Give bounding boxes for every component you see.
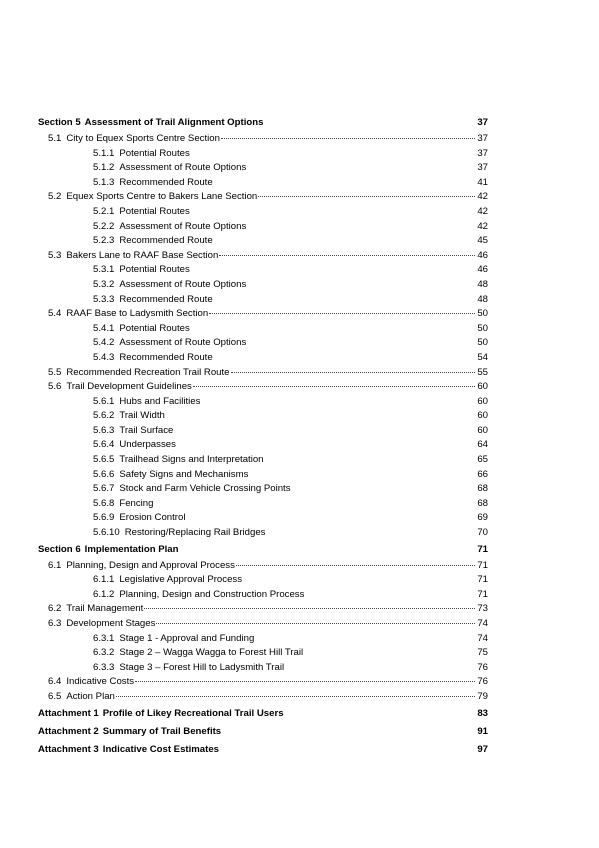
toc-entry-page: 68 xyxy=(477,497,488,509)
toc-dot-leader xyxy=(193,386,475,387)
toc-entry-title: Summary of Trail Benefits xyxy=(102,725,222,737)
toc-entry-number: 6.5 xyxy=(48,690,62,702)
toc-entry-page: 48 xyxy=(477,293,488,305)
toc-entry-page: 75 xyxy=(477,647,488,659)
toc-entry-number: 5.3.1 xyxy=(93,264,115,276)
toc-entry-number: 6.1.1 xyxy=(93,574,115,586)
toc-entry[interactable] xyxy=(38,559,488,574)
toc-entry-label xyxy=(38,161,246,176)
toc-entry[interactable] xyxy=(38,114,488,132)
toc-entry-number: Section 6 xyxy=(38,543,81,555)
toc-entry-number: 6.3 xyxy=(48,618,62,629)
toc-entry-page: 46 xyxy=(477,264,488,276)
toc-entry-number: 5.4.2 xyxy=(93,337,115,349)
toc-entry-number: 5.1.3 xyxy=(93,176,115,188)
toc-entry[interactable] xyxy=(38,705,488,723)
toc-entry-page: 60 xyxy=(477,410,488,422)
toc-dot-leader xyxy=(116,696,475,697)
toc-entry-number: 5.2.2 xyxy=(93,220,115,232)
toc-entry-page: 66 xyxy=(477,468,488,480)
toc-entry[interactable] xyxy=(38,511,488,526)
toc-entry-page: 74 xyxy=(477,618,488,629)
toc-entry-page: 37 xyxy=(477,117,488,128)
toc-entry-title: Potential Routes xyxy=(119,322,190,334)
toc-entry-label xyxy=(38,147,190,162)
toc-entry-number: 5.3.3 xyxy=(93,293,115,305)
toc-entry[interactable] xyxy=(38,617,488,632)
toc-entry-number: 5.6.7 xyxy=(93,483,115,495)
toc-entry-number: 5.1.2 xyxy=(93,162,115,174)
toc-entry[interactable] xyxy=(38,307,488,322)
toc-entry-label xyxy=(38,234,213,249)
toc-entry-title: Trail Development Guidelines xyxy=(66,381,192,393)
toc-entry-label xyxy=(38,632,254,647)
toc-entry-label xyxy=(38,336,246,351)
toc-entry-number: 5.6.8 xyxy=(93,497,115,509)
toc-entry-page: 73 xyxy=(477,603,488,615)
toc-entry-label xyxy=(38,617,155,632)
toc-entry-label xyxy=(38,482,291,497)
toc-entry-number: Attachment 2 xyxy=(38,725,99,737)
toc-entry[interactable] xyxy=(38,380,488,395)
toc-entry-title: Legislative Approval Process xyxy=(119,574,242,586)
toc-entry-title: Safety Signs and Mechanisms xyxy=(119,468,249,480)
toc-entry[interactable] xyxy=(38,190,488,205)
toc-entry[interactable] xyxy=(38,395,488,410)
toc-entry-page: 42 xyxy=(477,191,488,203)
toc-entry-number: 6.2 xyxy=(48,603,62,615)
toc-entry-title: Hubs and Facilities xyxy=(119,395,201,407)
toc-entry-page: 55 xyxy=(477,366,488,378)
toc-entry-label xyxy=(38,497,153,512)
toc-dot-leader xyxy=(231,372,475,373)
toc-entry-label xyxy=(38,453,264,468)
toc-entry-label xyxy=(38,220,246,235)
toc-entry-title: Bakers Lane to RAAF Base Section xyxy=(66,249,219,261)
toc-entry-label xyxy=(38,278,246,293)
toc-entry-title: Stage 3 – Forest Hill to Ladysmith Trail xyxy=(119,661,285,673)
toc-entry-number: 5.6.4 xyxy=(93,439,115,451)
toc-entry-number: 5.4 xyxy=(48,308,62,320)
toc-entry-page: 45 xyxy=(477,235,488,247)
toc-entry-label xyxy=(38,661,284,676)
toc-entry-page: 68 xyxy=(477,483,488,495)
toc-entry-title: Recommended Route xyxy=(119,293,213,305)
toc-entry-label xyxy=(38,741,219,759)
toc-entry-label xyxy=(38,322,190,337)
toc-entry-title: Potential Routes xyxy=(119,264,190,276)
toc-entry-title: Assessment of Route Options xyxy=(119,278,247,290)
toc-entry-page: 48 xyxy=(477,278,488,290)
toc-entry-label xyxy=(38,132,220,147)
toc-entry-label xyxy=(38,366,230,381)
toc-entry-number: 5.1.1 xyxy=(93,147,115,159)
toc-dot-leader xyxy=(144,608,475,609)
toc-entry-title: Stock and Farm Vehicle Crossing Points xyxy=(119,483,291,495)
toc-entry-title: Assessment of Trail Alignment Options xyxy=(84,117,264,128)
toc-entry[interactable] xyxy=(38,234,488,249)
toc-entry-page: 60 xyxy=(477,424,488,436)
toc-entry-title: Underpasses xyxy=(119,439,176,451)
toc-entry-number: 5.6.10 xyxy=(93,527,120,539)
toc-entry-title: Equex Sports Centre to Bakers Lane Section xyxy=(66,191,258,203)
toc-entry-page: 76 xyxy=(477,661,488,673)
toc-entry-title: Assessment of Route Options xyxy=(119,220,247,232)
toc-entry-number: Section 5 xyxy=(38,117,81,128)
toc-entry-label xyxy=(38,176,213,191)
toc-entry-page: 74 xyxy=(477,632,488,644)
toc-entry-page: 97 xyxy=(477,743,488,755)
toc-entry-title: Recommended Recreation Trail Route xyxy=(66,366,230,378)
toc-entry-number: 5.6 xyxy=(48,381,62,393)
toc-entry-number: 5.6.2 xyxy=(93,410,115,422)
toc-entry-number: 5.1 xyxy=(48,133,62,144)
toc-entry-number: 6.3.2 xyxy=(93,647,115,659)
toc-entry-page: 76 xyxy=(477,676,488,688)
toc-entry-page: 37 xyxy=(477,147,488,159)
toc-entry-number: Attachment 1 xyxy=(38,707,99,719)
toc-entry-page: 50 xyxy=(477,337,488,349)
toc-entry-number: 5.6.6 xyxy=(93,468,115,480)
toc-dot-leader xyxy=(135,681,475,682)
toc-entry-page: 54 xyxy=(477,351,488,363)
toc-entry-title: Indicative Costs xyxy=(66,676,135,688)
toc-entry-page: 65 xyxy=(477,454,488,466)
toc-entry-page: 37 xyxy=(477,162,488,174)
toc-entry[interactable] xyxy=(38,278,488,293)
toc-entry-title: Planning, Design and Construction Process xyxy=(119,588,305,600)
toc-entry[interactable] xyxy=(38,249,488,264)
toc-entry[interactable] xyxy=(38,453,488,468)
toc-entry-title: Erosion Control xyxy=(119,512,186,524)
toc-entry[interactable] xyxy=(38,468,488,483)
toc-entry-number: 6.1 xyxy=(48,559,62,571)
toc-entry-number: 5.2 xyxy=(48,191,62,203)
toc-entry-page: 70 xyxy=(477,527,488,539)
toc-entry-title: Trailhead Signs and Interpretation xyxy=(119,454,264,466)
toc-entry-title: Implementation Plan xyxy=(84,543,179,555)
toc-entry-label xyxy=(38,705,284,723)
toc-entry-label xyxy=(38,438,176,453)
toc-dot-leader xyxy=(209,313,475,314)
toc-entry-label xyxy=(38,380,192,395)
toc-entry-number: 5.6.3 xyxy=(93,424,115,436)
toc-entry-page: 60 xyxy=(477,381,488,393)
toc-entry-label xyxy=(38,526,265,541)
toc-entry[interactable] xyxy=(38,366,488,381)
toc-entry-number: 5.3 xyxy=(48,249,62,261)
toc-entry-label xyxy=(38,541,178,559)
toc-dot-leader xyxy=(236,565,475,566)
toc-entry[interactable] xyxy=(38,497,488,512)
toc-entry-title: Recommended Route xyxy=(119,351,213,363)
toc-entry-label xyxy=(38,409,165,424)
toc-entry-label xyxy=(38,249,218,264)
toc-entry[interactable] xyxy=(38,723,488,741)
toc-entry-title: Indicative Cost Estimates xyxy=(102,743,220,755)
toc-entry-label xyxy=(38,351,213,366)
toc-entry-label xyxy=(38,190,257,205)
toc-entry-label xyxy=(38,395,200,410)
toc-entry-title: Development Stages xyxy=(66,618,156,629)
toc-entry-title: Recommended Route xyxy=(119,176,213,188)
toc-entry-page: 42 xyxy=(477,205,488,217)
toc-entry-title: Restoring/Replacing Rail Bridges xyxy=(124,527,266,539)
toc-entry-number: 5.4.3 xyxy=(93,351,115,363)
toc-entry-title: RAAF Base to Ladysmith Section xyxy=(66,308,209,320)
toc-entry-title: Action Plan xyxy=(66,690,115,702)
toc-entry-label xyxy=(38,690,115,705)
toc-entry[interactable] xyxy=(38,482,488,497)
toc-entry-page: 71 xyxy=(477,574,488,586)
toc-entry[interactable] xyxy=(38,438,488,453)
toc-entry-page: 71 xyxy=(477,543,488,555)
toc-entry-number: 5.6.1 xyxy=(93,395,115,407)
toc-entry-label xyxy=(38,263,190,278)
toc-entry-page: 69 xyxy=(477,512,488,524)
toc-entry-number: 5.2.3 xyxy=(93,235,115,247)
toc-entry[interactable] xyxy=(38,541,488,559)
toc-entry-label xyxy=(38,307,208,322)
toc-entry[interactable] xyxy=(38,322,488,337)
toc-entry-number: 5.6.9 xyxy=(93,512,115,524)
toc-entry-title: Trail Surface xyxy=(119,424,174,436)
toc-entry-page: 60 xyxy=(477,395,488,407)
toc-entry-label xyxy=(38,602,143,617)
toc-dot-leader xyxy=(156,623,475,624)
toc-entry-title: Potential Routes xyxy=(119,147,190,159)
toc-entry[interactable] xyxy=(38,161,488,176)
toc-entry-number: 6.4 xyxy=(48,676,62,688)
toc-entry-title: Trail Management xyxy=(66,603,144,615)
toc-entry[interactable] xyxy=(38,424,488,439)
toc-entry-page: 91 xyxy=(477,725,488,737)
toc-entry-label xyxy=(38,468,248,483)
toc-entry[interactable] xyxy=(38,147,488,162)
toc-dot-leader xyxy=(221,138,475,139)
toc-entry-label xyxy=(38,646,303,661)
toc-dot-leader xyxy=(219,255,475,256)
toc-entry-number: 5.4.1 xyxy=(93,322,115,334)
toc-entry-page: 71 xyxy=(477,588,488,600)
toc-entry[interactable] xyxy=(38,741,488,759)
toc-entry[interactable] xyxy=(38,220,488,235)
toc-entry-number: 6.3.1 xyxy=(93,632,115,644)
toc-entry-title: Assessment of Route Options xyxy=(119,162,247,174)
toc-entry-title: Stage 1 - Approval and Funding xyxy=(119,632,255,644)
toc-entry[interactable] xyxy=(38,263,488,278)
toc-entry[interactable] xyxy=(38,661,488,676)
toc-entry-title: Profile of Likey Recreational Trail Users xyxy=(102,707,284,719)
toc-entry-label xyxy=(38,511,185,526)
toc-entry[interactable] xyxy=(38,526,488,541)
toc-entry[interactable] xyxy=(38,293,488,308)
toc-entry-page: 79 xyxy=(477,690,488,702)
toc-entry-page: 83 xyxy=(477,707,488,719)
toc-entry-number: Attachment 3 xyxy=(38,743,99,755)
toc-entry[interactable] xyxy=(38,646,488,661)
toc-entry[interactable] xyxy=(38,409,488,424)
toc-entry-label xyxy=(38,205,190,220)
toc-entry-number: 6.1.2 xyxy=(93,588,115,600)
toc-entry[interactable] xyxy=(38,351,488,366)
toc-entry-number: 5.2.1 xyxy=(93,205,115,217)
toc-entry-title: Trail Width xyxy=(119,410,165,422)
toc-entry[interactable] xyxy=(38,205,488,220)
toc-entry-label xyxy=(38,114,263,132)
toc-entry[interactable] xyxy=(38,176,488,191)
toc-entry[interactable] xyxy=(38,573,488,588)
toc-entry-label xyxy=(38,588,304,603)
toc-entry-title: Assessment of Route Options xyxy=(119,337,247,349)
toc-entry-title: Fencing xyxy=(119,497,154,509)
table-of-contents xyxy=(38,114,488,759)
toc-entry-label xyxy=(38,675,134,690)
toc-entry-label xyxy=(38,723,221,741)
toc-entry-page: 42 xyxy=(477,220,488,232)
toc-entry-title: City to Equex Sports Centre Section xyxy=(66,133,220,144)
toc-entry-title: Recommended Route xyxy=(119,235,213,247)
toc-entry-number: 5.6.5 xyxy=(93,454,115,466)
toc-entry-page: 46 xyxy=(477,249,488,261)
toc-entry-title: Potential Routes xyxy=(119,205,190,217)
toc-entry-page: 64 xyxy=(477,439,488,451)
toc-entry-label xyxy=(38,573,242,588)
toc-entry[interactable] xyxy=(38,632,488,647)
toc-entry-label xyxy=(38,559,235,574)
toc-entry-number: 6.3.3 xyxy=(93,661,115,673)
toc-entry[interactable] xyxy=(38,588,488,603)
toc-entry-page: 71 xyxy=(477,559,488,571)
toc-entry-title: Planning, Design and Approval Process xyxy=(66,559,235,571)
toc-entry-number: 5.5 xyxy=(48,366,62,378)
toc-entry[interactable] xyxy=(38,675,488,690)
toc-entry[interactable] xyxy=(38,690,488,705)
toc-entry-page: 37 xyxy=(477,133,488,144)
toc-entry-number: 5.3.2 xyxy=(93,278,115,290)
toc-dot-leader xyxy=(258,196,475,197)
toc-entry-page: 50 xyxy=(477,322,488,334)
toc-entry[interactable] xyxy=(38,336,488,351)
toc-entry-page: 41 xyxy=(477,176,488,188)
toc-entry-label xyxy=(38,293,213,308)
toc-entry-page: 50 xyxy=(477,308,488,320)
toc-entry[interactable] xyxy=(38,602,488,617)
toc-entry-label xyxy=(38,424,173,439)
toc-entry-title: Stage 2 – Wagga Wagga to Forest Hill Trail xyxy=(119,647,304,659)
toc-entry[interactable] xyxy=(38,132,488,147)
